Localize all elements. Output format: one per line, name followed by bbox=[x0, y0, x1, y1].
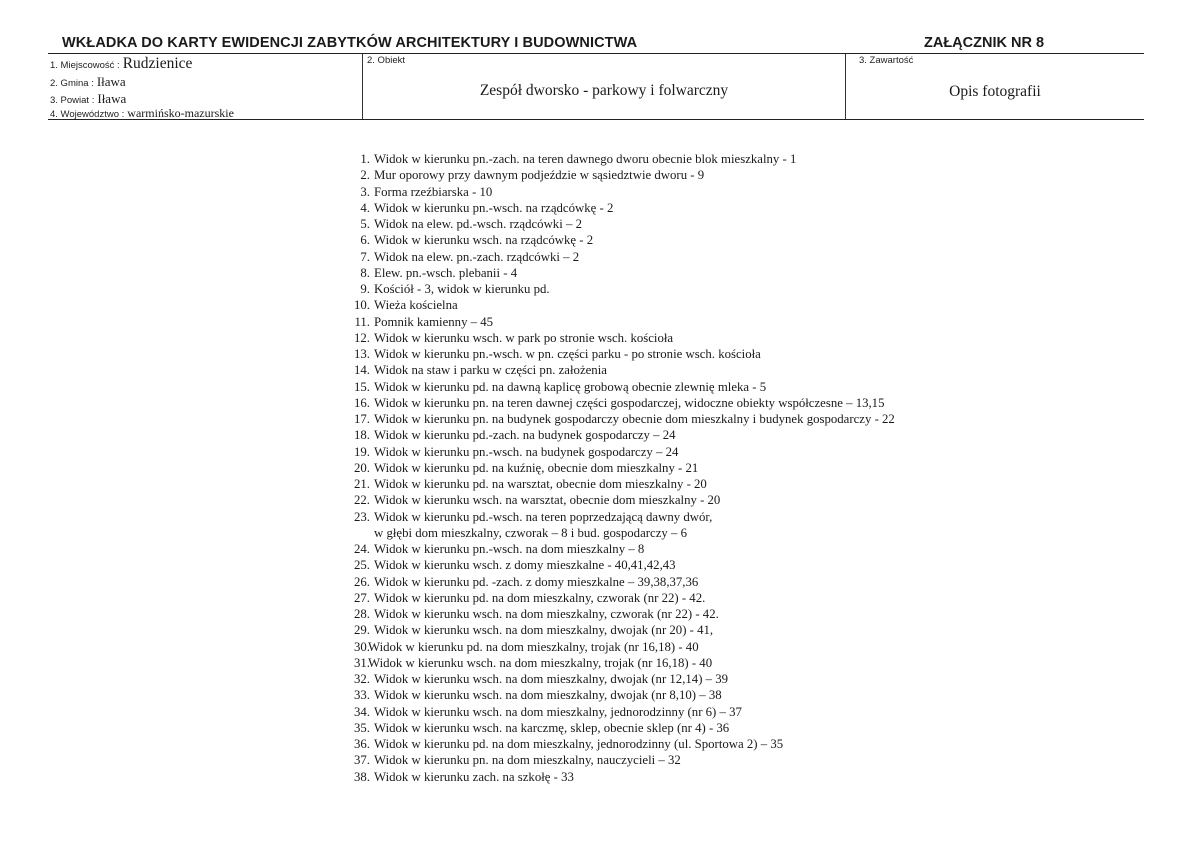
photo-item bbox=[340, 509, 895, 542]
photo-description: Widok w kierunku wsch. na rządcówkę - 2 bbox=[374, 233, 594, 248]
photo-description: Widok w kierunku wsch. na dom mieszkalny, trojak (nr 16,18) - 40 bbox=[368, 655, 713, 670]
photo-number: 19. bbox=[354, 444, 370, 459]
photo-number: 8. bbox=[360, 265, 370, 280]
header-top-rule bbox=[48, 53, 1144, 54]
photo-number: 23. bbox=[354, 509, 370, 524]
photo-number: 9. bbox=[360, 282, 370, 296]
photo-description: Mur oporowy przy dawnym podjeździe w sąsiedztwie dworu - 9 bbox=[374, 168, 705, 183]
photo-item bbox=[340, 671, 895, 687]
photo-description: Widok w kierunku zach. na szkołę - 33 bbox=[374, 769, 574, 784]
photo-item bbox=[340, 444, 895, 460]
photo-number: 20. bbox=[354, 460, 370, 475]
photo-item bbox=[340, 704, 895, 720]
photo-description: Widok w kierunku pn.-wsch. w pn. części parku - po stronie wsch. kościoła bbox=[374, 347, 761, 361]
photo-item bbox=[340, 281, 895, 297]
photo-description: Widok w kierunku pd.-zach. na budynek gospodarczy – 24 bbox=[374, 428, 676, 443]
photo-number: 29. bbox=[354, 623, 370, 638]
photo-description: Widok w kierunku wsch. na dom mieszkalny, czworak (nr 22) - 42. bbox=[374, 607, 719, 621]
photo-number: 30. bbox=[354, 639, 370, 654]
photo-item bbox=[340, 314, 895, 330]
photo-number: 1. bbox=[360, 152, 370, 166]
photo-number: 25. bbox=[354, 558, 370, 573]
photo-description: Wieża kościelna bbox=[374, 298, 458, 313]
photo-description: Widok w kierunku wsch. na dom mieszkalny, dwojak (nr 12,14) – 39 bbox=[374, 672, 729, 686]
photo-number: 14. bbox=[354, 363, 370, 378]
photo-item bbox=[340, 200, 895, 216]
photo-description-list bbox=[340, 151, 895, 785]
photo-item bbox=[340, 232, 895, 248]
photo-item bbox=[340, 265, 895, 281]
photo-item bbox=[340, 167, 895, 183]
district-value: Iława bbox=[97, 91, 127, 106]
photo-description: Widok w kierunku pd. na warsztat, obecnie dom mieszkalny - 20 bbox=[374, 477, 707, 491]
photo-description: Widok w kierunku pd. -zach. z domy mieszkalne – 39,38,37,36 bbox=[374, 574, 699, 589]
photo-number: 5. bbox=[360, 217, 370, 231]
locality-label: 1. Miejscowość : bbox=[50, 60, 120, 71]
photo-item bbox=[340, 541, 895, 557]
photo-description: Widok w kierunku pn. na budynek gospodarczy obecnie dom mieszkalny i budynek gospodarczy - 22 bbox=[374, 412, 895, 426]
photo-number: 13. bbox=[354, 347, 370, 361]
photo-item bbox=[340, 151, 895, 167]
photo-description: Widok w kierunku wsch. z domy mieszkalne - 40,41,42,43 bbox=[374, 558, 676, 573]
photo-item bbox=[340, 216, 895, 232]
photo-number: 12. bbox=[354, 330, 370, 345]
photo-description-continuation: w głębi dom mieszkalny, czworak – 8 i bud. gospodarczy – 6 bbox=[374, 525, 687, 540]
photo-item bbox=[340, 297, 895, 313]
photo-number: 18. bbox=[354, 428, 370, 443]
locality-value: Rudzienice bbox=[122, 55, 193, 72]
photo-number: 31. bbox=[354, 655, 370, 670]
photo-description: Widok w kierunku pn.-wsch. na dom mieszkalny – 8 bbox=[374, 542, 645, 556]
photo-item bbox=[340, 249, 895, 265]
voivodeship-field bbox=[50, 104, 234, 122]
photo-number: 2. bbox=[360, 168, 370, 183]
photo-number: 27. bbox=[354, 590, 370, 605]
photo-item bbox=[340, 622, 895, 638]
photo-number: 26. bbox=[354, 574, 370, 589]
photo-description: Widok w kierunku pd. na dom mieszkalny, trojak (nr 16,18) - 40 bbox=[368, 639, 699, 654]
photo-item bbox=[340, 687, 895, 703]
photo-item bbox=[340, 606, 895, 622]
contents-name: Opis fotografii bbox=[949, 83, 1041, 100]
locality-field bbox=[50, 55, 192, 73]
photo-description: Widok w kierunku pn.-wsch. na rządcówkę - 2 bbox=[374, 200, 614, 215]
photo-item bbox=[340, 752, 895, 768]
photo-number: 11. bbox=[354, 314, 370, 329]
photo-item bbox=[340, 557, 895, 573]
photo-item bbox=[340, 184, 895, 200]
photo-description: Widok w kierunku pn.-wsch. na budynek gospodarczy – 24 bbox=[374, 444, 679, 459]
photo-item bbox=[340, 590, 895, 606]
photo-item bbox=[340, 330, 895, 346]
commune-label: 2. Gmina : bbox=[50, 78, 94, 89]
photo-description: Widok w kierunku pd. na dawną kaplicę grobową obecnie zlewnię mleka - 5 bbox=[374, 379, 767, 394]
photo-number: 3. bbox=[360, 184, 370, 199]
photo-item bbox=[340, 720, 895, 736]
photo-item bbox=[340, 769, 895, 785]
photo-item bbox=[340, 476, 895, 492]
photo-number: 10. bbox=[354, 298, 370, 313]
photo-description: Widok na elew. pn.-zach. rządcówki – 2 bbox=[374, 249, 580, 264]
object-name: Zespół dworsko - parkowy i folwarczny bbox=[479, 82, 729, 99]
photo-number: 35. bbox=[354, 720, 370, 735]
photo-number: 37. bbox=[354, 753, 370, 768]
header-title: WKŁADKA DO KARTY EWIDENCJI ZABYTKÓW ARCHITEKTURY I BUDOWNICTWA bbox=[62, 35, 638, 51]
photo-description: Widok w kierunku pd. na dom mieszkalny, czworak (nr 22) - 42. bbox=[374, 590, 706, 605]
photo-number: 7. bbox=[360, 249, 370, 264]
photo-description: Forma rzeźbiarska - 10 bbox=[374, 184, 493, 199]
photo-description: Widok na elew. pd.-wsch. rządcówki – 2 bbox=[374, 217, 582, 231]
photo-number: 32. bbox=[354, 672, 370, 686]
photo-item bbox=[340, 427, 895, 443]
photo-item bbox=[340, 492, 895, 508]
photo-number: 38. bbox=[354, 769, 370, 784]
photo-item bbox=[340, 460, 895, 476]
annex-number: ZAŁĄCZNIK NR 8 bbox=[924, 35, 1045, 51]
photo-number: 6. bbox=[360, 233, 370, 248]
photo-description: Widok na staw i parku w części pn. założenia bbox=[374, 363, 607, 378]
photo-number: 16. bbox=[354, 395, 370, 410]
photo-item bbox=[340, 379, 895, 395]
photo-number: 17. bbox=[354, 412, 370, 426]
photo-number: 15. bbox=[354, 379, 370, 394]
photo-description: Widok w kierunku wsch. na karczmę, sklep, obecnie sklep (nr 4) - 36 bbox=[374, 720, 730, 735]
photo-description: Widok w kierunku pn. na teren dawnej części gospodarczej, widoczne obiekty współczesne – 13,15 bbox=[374, 395, 885, 410]
photo-number: 34. bbox=[354, 704, 370, 719]
photo-description: Pomnik kamienny – 45 bbox=[374, 314, 494, 329]
photo-number: 33. bbox=[354, 688, 370, 703]
photo-description: Widok w kierunku wsch. w park po stronie wsch. kościoła bbox=[374, 330, 674, 345]
photo-description: Widok w kierunku pd. na dom mieszkalny, jednorodzinny (ul. Sportowa 2) – 35 bbox=[374, 737, 784, 751]
photo-description: Elew. pn.-wsch. plebanii - 4 bbox=[374, 265, 518, 280]
photo-item bbox=[340, 346, 895, 362]
district-label: 3. Powiat : bbox=[50, 95, 95, 106]
photo-description: Widok w kierunku wsch. na dom mieszkalny, dwojak (nr 20) - 41, bbox=[374, 623, 714, 638]
photo-description: Widok w kierunku wsch. na warsztat, obecnie dom mieszkalny - 20 bbox=[374, 493, 721, 508]
photo-number: 4. bbox=[360, 200, 370, 215]
photo-description: Widok w kierunku wsch. na dom mieszkalny, jednorodzinny (nr 6) – 37 bbox=[374, 704, 742, 719]
photo-number: 21. bbox=[354, 477, 370, 491]
photo-item bbox=[340, 395, 895, 411]
photo-item bbox=[340, 736, 895, 752]
voivodeship-label: 4. Województwo : bbox=[50, 109, 125, 120]
photo-item bbox=[340, 639, 895, 655]
photo-item bbox=[340, 362, 895, 378]
commune-field bbox=[50, 73, 126, 91]
photo-description: Widok w kierunku pn. na dom mieszkalny, nauczycieli – 32 bbox=[374, 753, 681, 768]
photo-item bbox=[340, 655, 895, 671]
photo-description: Widok w kierunku pd.-wsch. na teren poprzedzającą dawny dwór, bbox=[374, 509, 713, 524]
photo-number: 22. bbox=[354, 493, 370, 508]
commune-value: Iława bbox=[96, 74, 126, 89]
photo-description: Widok w kierunku pn.-zach. na teren dawnego dworu obecnie blok mieszkalny - 1 bbox=[374, 152, 797, 166]
voivodeship-value: warmińsko-mazurskie bbox=[127, 106, 234, 120]
photo-item bbox=[340, 574, 895, 590]
object-label: 2. Obiekt bbox=[367, 55, 406, 66]
photo-item bbox=[340, 411, 895, 427]
photo-description: Widok w kierunku pd. na kuźnię, obecnie dom mieszkalny - 21 bbox=[374, 460, 699, 475]
photo-number: 36. bbox=[354, 737, 370, 751]
photo-description: Kościół - 3, widok w kierunku pd. bbox=[374, 282, 550, 296]
photo-description: Widok w kierunku wsch. na dom mieszkalny, dwojak (nr 8,10) – 38 bbox=[374, 688, 722, 703]
photo-number: 28. bbox=[354, 607, 370, 621]
contents-label: 3. Zawartość bbox=[859, 55, 914, 66]
photo-number: 24. bbox=[354, 542, 370, 556]
